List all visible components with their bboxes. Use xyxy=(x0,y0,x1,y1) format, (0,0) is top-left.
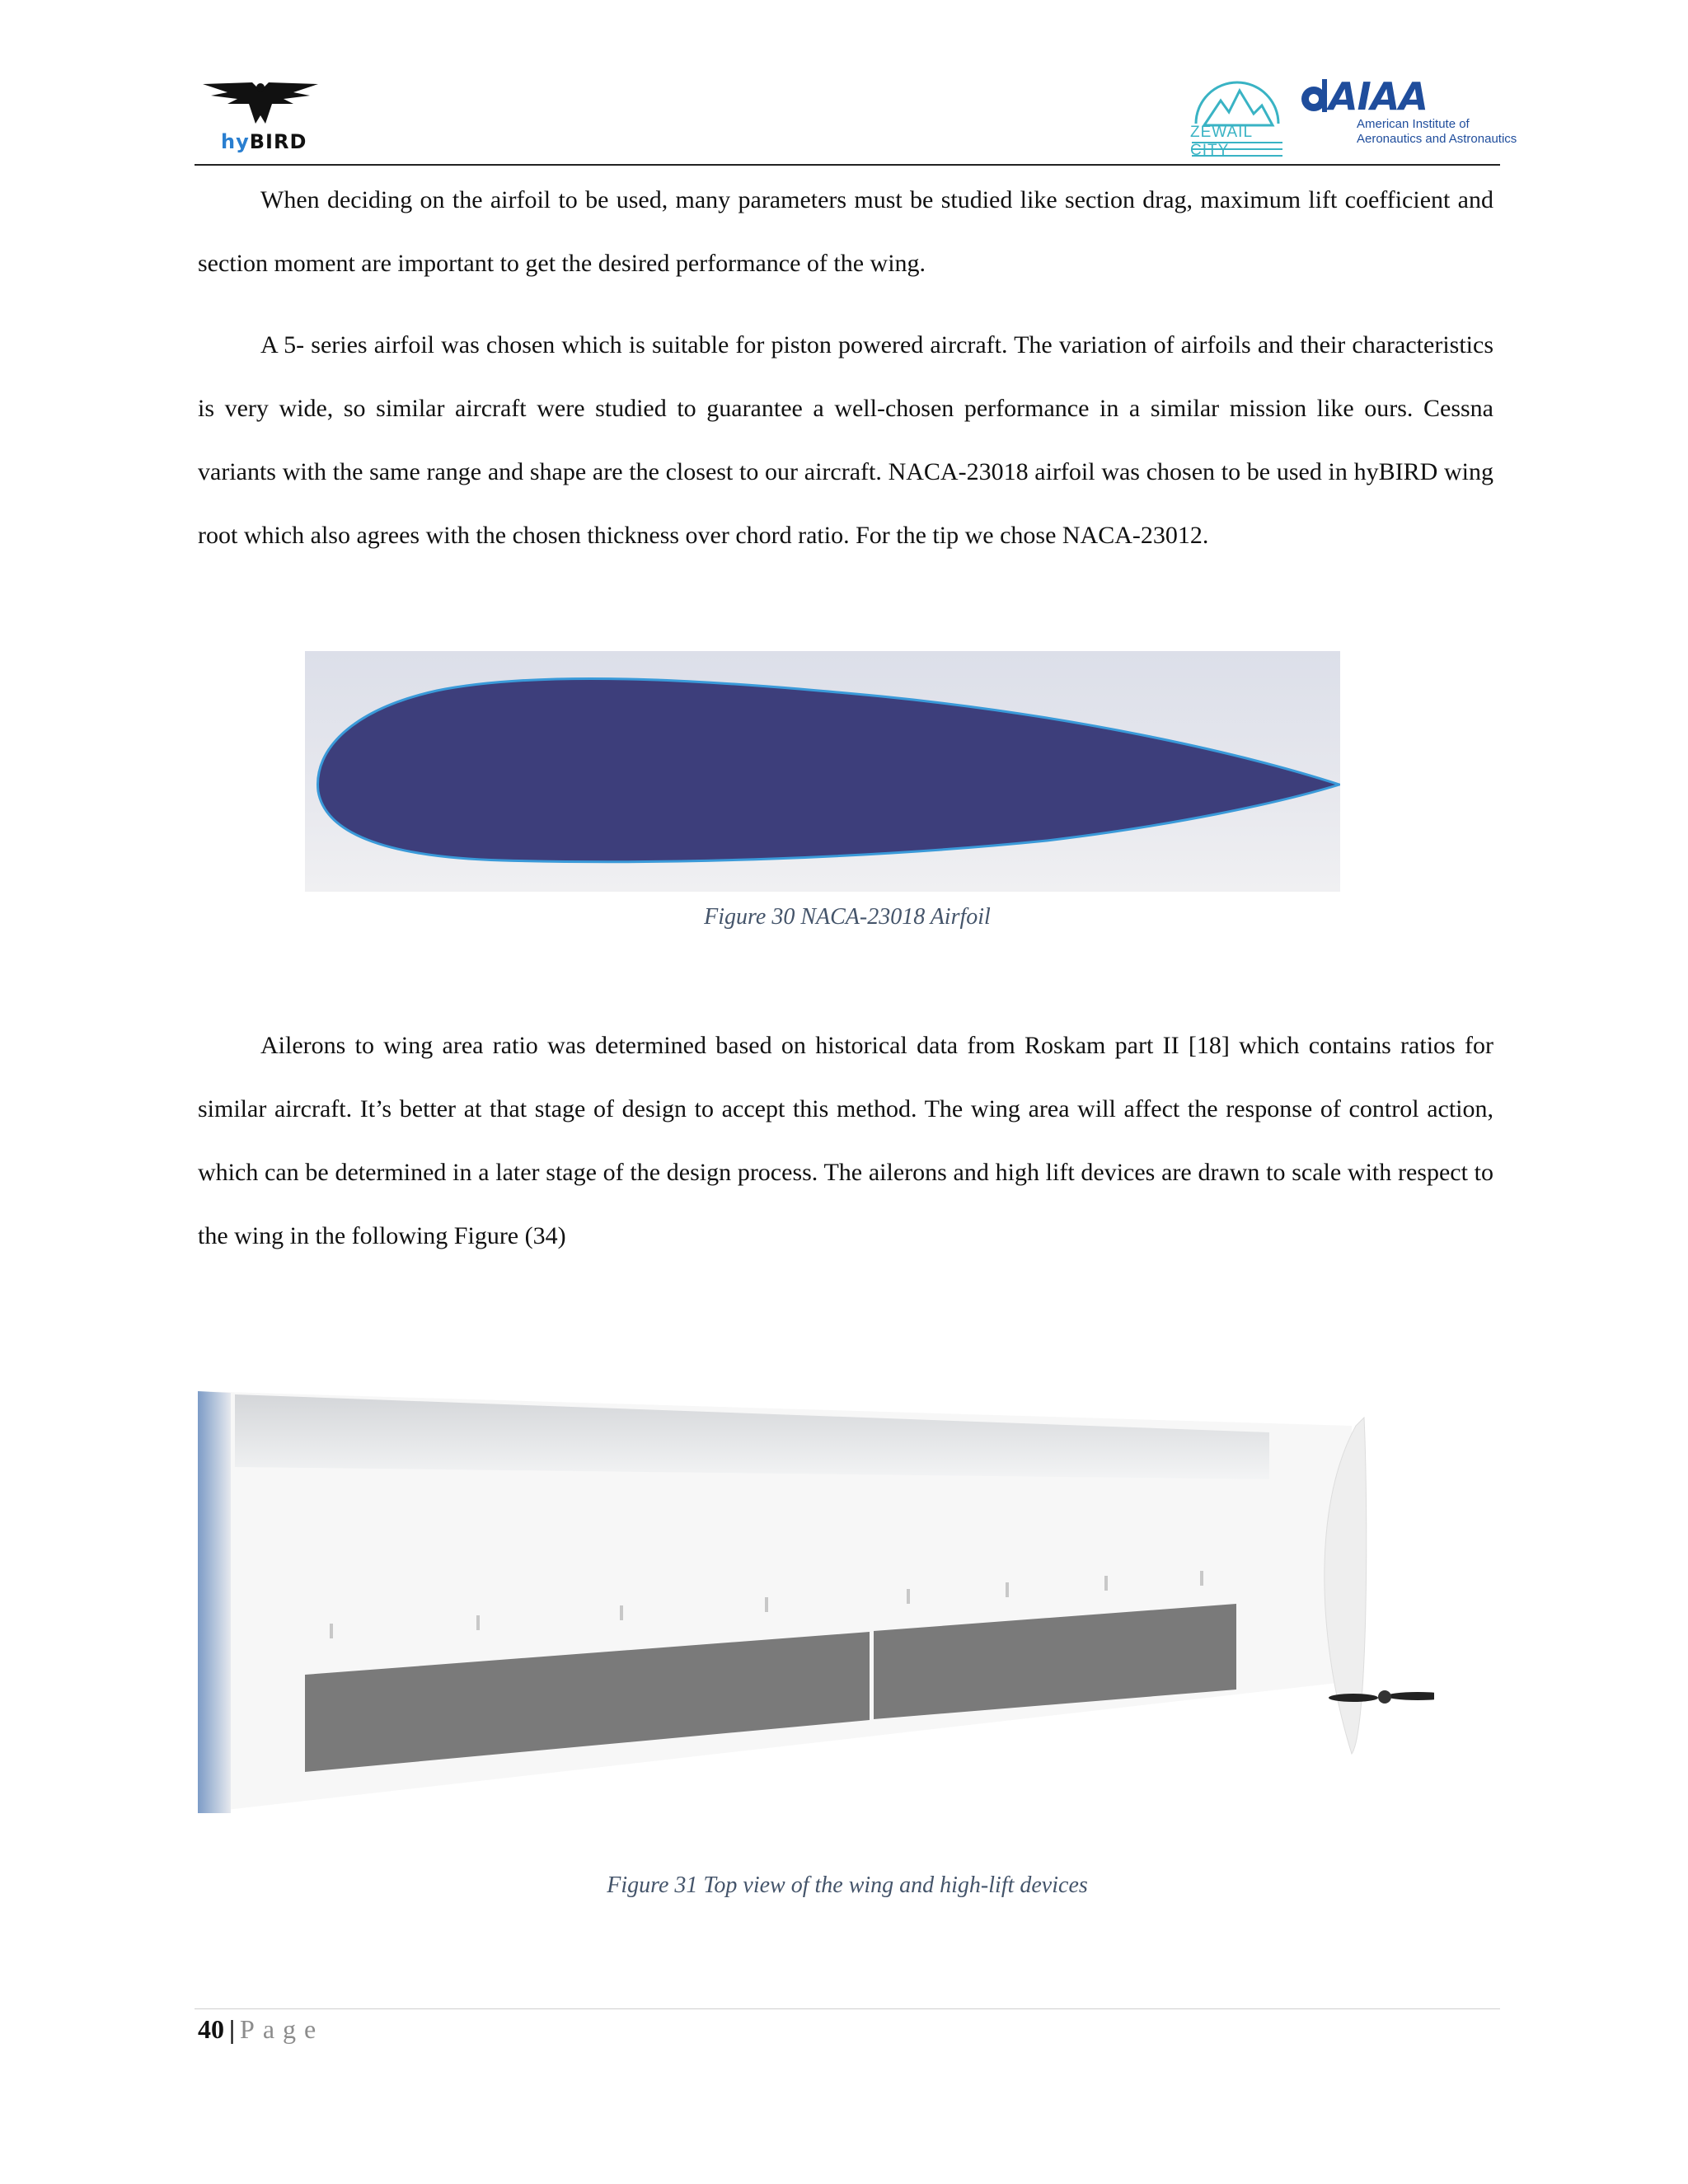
figure-31-caption: Figure 31 Top view of the wing and high-lift devices xyxy=(607,1872,1088,1898)
airfoil-shape xyxy=(305,651,1340,892)
eagle-icon xyxy=(195,66,326,132)
figure-airfoil-image xyxy=(305,651,1340,892)
aiaa-wordmark: AIAA xyxy=(1329,74,1428,119)
paragraph-airfoil-selection: A 5- series airfoil was chosen which is suitable for piston powered aircraft. The variation of airfoils and their characteristics is very wide, so similar aircraft were studied to guarantee a well-chosen performance in a similar mission like ours. Cessna variants with the same range and shape are the closest to our aircraft. NACA-23018 airfoil was chosen to be used in hyBIRD wing root which also agrees with the chosen thickness over chord ratio. For the tip we chose NACA-23012. xyxy=(198,331,1493,549)
footer-divider xyxy=(195,2008,1500,2009)
page-separator: | xyxy=(229,2014,236,2044)
hybird-logo-text: hyBIRD xyxy=(221,130,307,153)
hybird-logo xyxy=(195,66,326,157)
page-footer xyxy=(198,2014,324,2045)
zewail-city-logo xyxy=(1184,66,1291,161)
page-label: Page xyxy=(240,2014,325,2044)
header-divider xyxy=(195,164,1500,166)
zewail-city-text: ZEWAIL CITY xyxy=(1190,124,1253,159)
page-number: 40 xyxy=(198,2014,224,2044)
aiaa-logo xyxy=(1299,74,1517,157)
aiaa-emblem-icon xyxy=(1299,77,1332,119)
aiaa-subtitle: American Institute of Aeronautics and Astronautics xyxy=(1357,117,1517,146)
paragraph-ailerons: Ailerons to wing area ratio was determined based on historical data from Roskam part II [18] which contains ratios for similar aircraft. It’s better at that stage of design to accept this method. The wing area will affect the response of control action, which can be determined in a later stage of the design process. The ailerons and high lift devices are drawn to scale with respect to the wing in the following Figure (34) xyxy=(198,1032,1493,1249)
page-header xyxy=(195,66,1517,165)
figure-30-caption: Figure 30 NACA-23018 Airfoil xyxy=(704,904,991,930)
figure-wing-top-view xyxy=(198,1385,1434,1813)
wing-render xyxy=(198,1385,1434,1813)
paragraph-airfoil-parameters: When deciding on the airfoil to be used, many parameters must be studied like section drag, maximum lift coefficient and section moment are important to get the desired performance of the wing. xyxy=(198,186,1493,277)
